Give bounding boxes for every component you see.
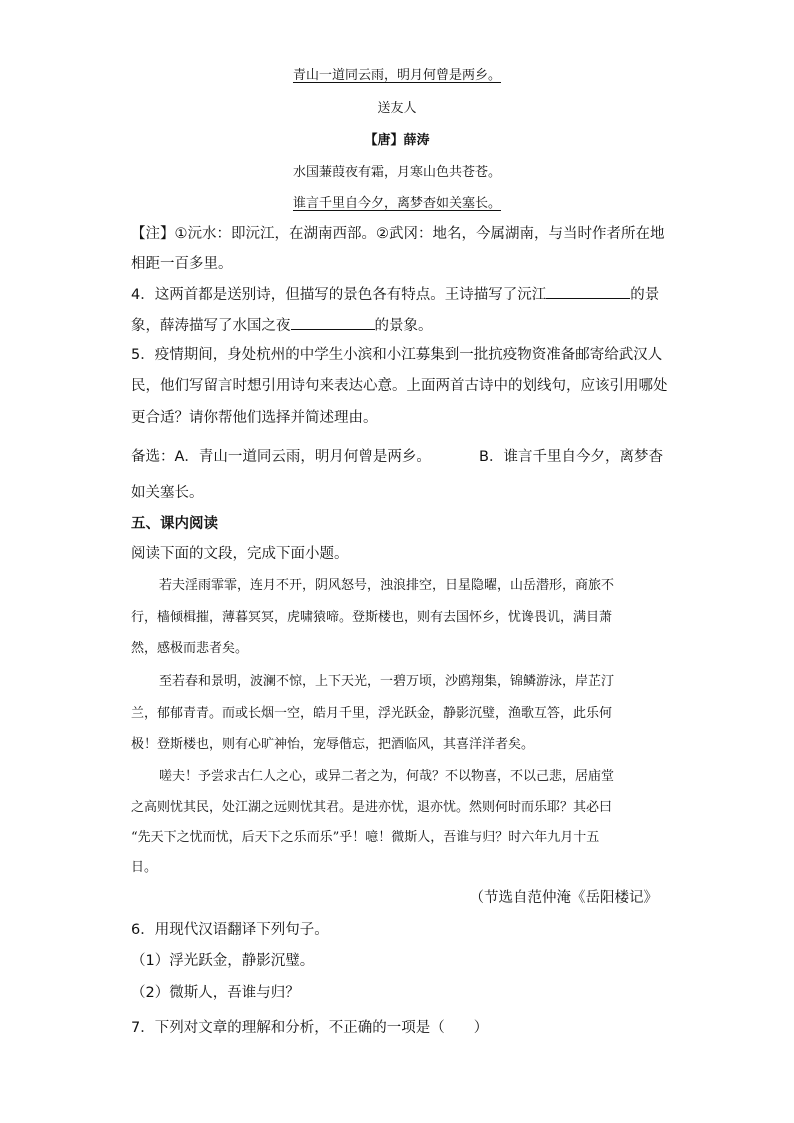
passage-p3-line-3: “先天下之忧而忧，后天下之乐而乐”乎！噫！微斯人，吾谁与归？时六年九月十五 [131,830,600,845]
passage-p3-line-1: 嗟夫！予尝求古仁人之心，或异二者之为，何哉？不以物喜，不以己悲，居庙堂 [159,769,615,784]
poem-line-3: 谁言千里自今夕，离梦杳如关塞长。 [292,196,501,211]
answer-blank-1[interactable] [546,284,630,299]
note-line-1: 【注】①沅水：即沅江，在湖南西部。②武冈：地名，今属湖南，与当时作者所在地 [131,226,665,242]
passage-p2-line-2: 兰，郁郁青青。而或长烟一空，皓月千里，浮光跃金，静影沉璧，渔歌互答，此乐何 [131,706,613,721]
passage-source: （节选自范仲淹《岳阳楼记》 [469,890,658,906]
section-instruction: 阅读下面的文段，完成下面小题。 [131,546,349,562]
passage-p1-line-2: 行，樯倾楫摧，薄暮冥冥，虎啸猿啼。登斯楼也，则有去国怀乡，忧谗畏讥，满目萧 [131,610,613,625]
passage-p3-line-4: 日。 [131,860,158,875]
question-5-line-3: 更合适？请你帮他们选择并简述理由。 [131,410,378,426]
poem-author: 【唐】薛涛 [364,133,430,148]
question-6-item-2: （2）微斯人，吾谁与归？ [131,985,300,1001]
question-6-item-1: （1）浮光跃金，静影沉璧。 [131,953,315,969]
poem-line-1: 青山一道同云雨，明月何曾是两乡。 [292,68,501,83]
question-4-text-2: 的景 [630,287,660,303]
passage-p3-line-2: 之高则忧其民，处江湖之远则忧其君。是进亦忧，退亦忧。然则何时而乐耶？其必曰 [131,800,613,815]
passage-p2-line-1: 至若春和景明，波澜不惊，上下天光，一碧万顷，沙鸥翔集，锦鳞游泳，岸芷汀 [159,674,615,689]
poem-line-2: 水国蒹葭夜有霜，月寒山色共苍苍。 [292,165,501,180]
question-5-option-b-cont: 如关塞长。 [131,485,204,501]
question-5-line-1: 5．疫情期间，身处杭州的中学生小滨和小江募集到一批抗疫物资准备邮寄给武汉人 [131,347,663,363]
poem-title: 送友人 [377,101,417,116]
note-line-2: 相距一百多里。 [131,256,233,272]
question-5-line-2: 民，他们写留言时想引用诗句来表达心意。上面两首古诗中的划线句，应该引用哪处 [131,378,668,394]
passage-p2-line-3: 极！登斯楼也，则有心旷神怡，宠辱偕忘，把酒临风，其喜洋洋者矣。 [131,737,535,752]
question-4-text-4: 的景象。 [374,318,433,334]
question-4-text-1: 4．这两首都是送别诗，但描写的景色各有特点。王诗描写了沅江 [131,287,547,303]
question-4-line-2 [131,315,433,336]
question-5-option-b: B．谁言千里自今夕，离梦杳 [479,449,663,465]
answer-blank-2[interactable] [291,315,375,330]
section-heading: 五、课内阅读 [131,516,218,532]
question-5-option-a: 备选：A．青山一道同云雨，明月何曾是两乡。 [131,449,431,465]
question-6-stem: 6．用现代汉语翻译下列句子。 [131,922,329,938]
passage-p1-line-3: 然，感极而悲者矣。 [131,641,249,656]
question-7-stem: 7．下列对文章的理解和分析，不正确的一项是（ ） [131,1020,489,1036]
question-4-line-1 [131,284,659,305]
passage-p1-line-1: 若夫淫雨霏霏，连月不开，阴风怒号，浊浪排空，日星隐曜，山岳潜形，商旅不 [159,578,615,593]
question-4-text-3: 象，薛涛描写了水国之夜 [131,318,291,334]
